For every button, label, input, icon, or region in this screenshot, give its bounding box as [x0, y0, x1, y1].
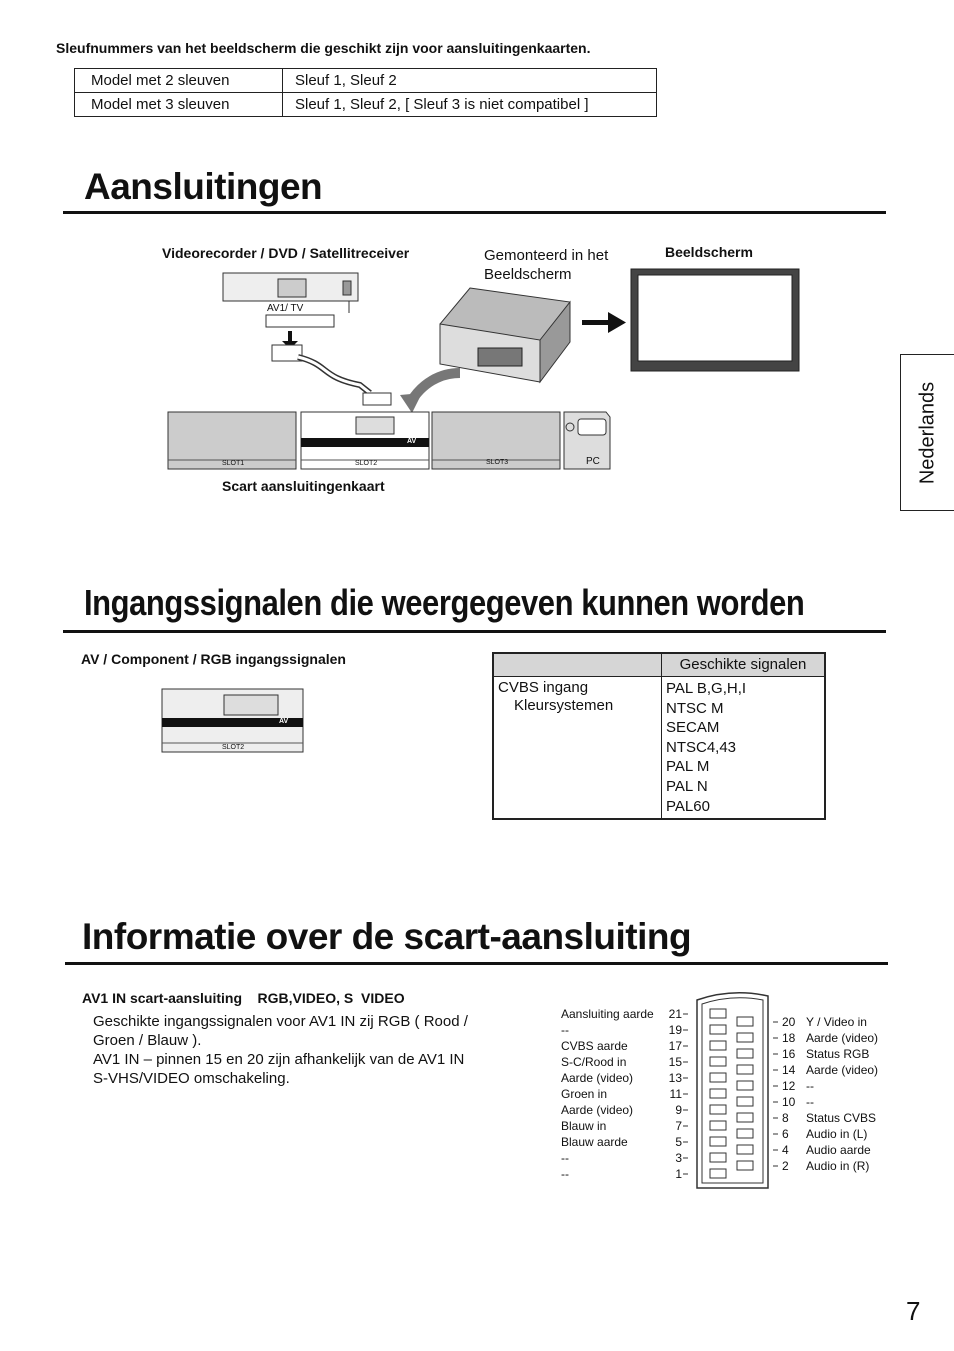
language-tab	[900, 354, 954, 511]
scart-paragraph	[93, 1012, 468, 1088]
scart-subtitle: AV1 IN scart-aansluiting RGB,VIDEO, S VIDEO	[82, 990, 405, 1006]
av-label: AV	[279, 718, 289, 725]
scart-card-caption: Scart aansluitingenkaart	[222, 478, 385, 494]
pin-label: Groen in	[561, 1087, 608, 1101]
paragraph-line: AV1 IN – pinnen 15 en 20 zijn afhankelijk van de AV1 IN	[93, 1051, 465, 1068]
row-label-1: CVBS ingang	[498, 679, 589, 696]
scart-plug-end	[272, 345, 302, 361]
pin-number: 17	[668, 1039, 682, 1053]
scart-connector-diagram	[682, 990, 778, 1194]
pin-number: 4	[782, 1143, 789, 1157]
pin-label: Audio in (L)	[806, 1127, 868, 1141]
pin-number: 9	[675, 1103, 682, 1117]
table-cell: Sleuf 1, Sleuf 2	[283, 69, 657, 93]
pin-label: Aarde (video)	[561, 1071, 634, 1085]
slot-table	[74, 68, 657, 117]
signal-item: SECAM	[666, 719, 720, 737]
pin-number: 14	[782, 1063, 796, 1077]
display-label: Beeldscherm	[665, 244, 753, 260]
intro-text: Sleufnummers van het beeldscherm die geschikt zijn voor aansluitingenkaarten.	[56, 40, 591, 56]
curved-arrow-head-icon	[400, 393, 422, 413]
table-header-empty	[493, 653, 662, 677]
right-pin-labels	[806, 1014, 878, 1174]
signal-item: PAL60	[666, 797, 710, 815]
table-cell: Model met 2 sleuven	[75, 69, 283, 93]
section-rule	[63, 630, 886, 633]
mounted-label-line2: Beeldscherm	[484, 266, 572, 283]
pin-label: S-C/Rood in	[561, 1055, 627, 1069]
section-rule	[63, 211, 886, 214]
pin-number: 5	[675, 1135, 682, 1149]
signal-item: PAL N	[666, 777, 708, 795]
pin-label: CVBS aarde	[561, 1039, 628, 1053]
pin-label: Audio in (R)	[806, 1159, 870, 1173]
paragraph-line: S-VHS/VIDEO omschakeling.	[93, 1070, 290, 1087]
pin-number: 21	[668, 1007, 682, 1021]
section-title-connections: Aansluitingen	[84, 166, 323, 207]
pin-number: 6	[782, 1127, 789, 1141]
pin-label: Y / Video in	[806, 1015, 867, 1029]
signal-table	[492, 652, 826, 820]
table-row	[75, 93, 657, 117]
av-label: AV	[407, 438, 417, 445]
pin-number: 15	[668, 1055, 682, 1069]
signals-subtitle: AV / Component / RGB ingangssignalen	[81, 651, 346, 667]
pin-label: --	[806, 1095, 814, 1109]
table-cell-signals	[662, 677, 826, 820]
signal-item: PAL B,G,H,I	[666, 680, 747, 697]
signal-item: NTSC4,43	[666, 738, 737, 756]
mounted-card-illustration	[430, 278, 580, 388]
slot2-scart-port	[356, 417, 394, 434]
section-title-input-signals: Ingangssignalen die weergegeven kunnen worden	[84, 582, 805, 623]
pin-number: 10	[782, 1095, 796, 1109]
pc-label: PC	[586, 456, 600, 467]
language-tab-label: Nederlands	[916, 381, 939, 484]
display-screen-illustration	[630, 268, 802, 374]
pin-number: 3	[675, 1151, 682, 1165]
left-pin-numbers	[660, 1006, 682, 1182]
pin-number: 1	[675, 1167, 682, 1181]
card-scart-port	[224, 695, 278, 715]
pin-label: Status RGB	[806, 1047, 870, 1061]
slot2-label: SLOT2	[222, 744, 245, 751]
pin-label: Audio aarde	[806, 1143, 871, 1157]
pin-number: 11	[669, 1087, 682, 1101]
table-cell: Model met 3 sleuven	[75, 93, 283, 117]
table-row	[75, 69, 657, 93]
pin-label: --	[561, 1167, 569, 1181]
page-number: 7	[906, 1296, 921, 1326]
vcr-label: Videorecorder / DVD / Satellitreceiver	[162, 245, 410, 261]
pin-number: 8	[782, 1111, 789, 1125]
av1-tv-label: AV1/ TV	[267, 303, 304, 314]
pin-label: Aarde (video)	[806, 1063, 879, 1077]
pin-number: 16	[782, 1047, 796, 1061]
pin-label: --	[806, 1079, 814, 1093]
table-header: Geschikte signalen	[662, 653, 826, 677]
mounted-label-line1: Gemonteerd in het	[484, 247, 609, 264]
pin-number: 18	[782, 1031, 796, 1045]
row-label-2: Kleursystemen	[514, 697, 614, 714]
slot3-label: SLOT3	[486, 459, 509, 466]
right-pin-numbers	[782, 1014, 795, 1174]
card-scart-port	[478, 348, 522, 366]
display-screen	[638, 275, 792, 361]
vga-port-icon	[578, 419, 606, 435]
pin-label: --	[561, 1023, 569, 1037]
pin-number: 7	[675, 1119, 682, 1133]
pin-number: 19	[668, 1023, 682, 1037]
signal-item: PAL M	[666, 758, 710, 776]
pin-label: Aansluiting aarde	[561, 1007, 654, 1021]
table-row	[493, 677, 825, 820]
scart-plug	[266, 315, 334, 327]
slot1-label: SLOT1	[222, 460, 245, 467]
pin-label: Status CVBS	[806, 1111, 877, 1125]
vcr-port	[343, 281, 351, 295]
table-cell: Sleuf 1, Sleuf 2, [ Sleuf 3 is niet compatibel ]	[283, 93, 657, 117]
pin-label: --	[561, 1151, 569, 1165]
slot2-label: SLOT2	[355, 460, 378, 467]
scart-plug-card	[363, 393, 391, 405]
table-header-row	[493, 653, 825, 677]
pin-label: Aarde (video)	[561, 1103, 634, 1117]
paragraph-line: Geschikte ingangssignalen voor AV1 IN zij RGB ( Rood /	[93, 1013, 468, 1030]
section-title-scart-info: Informatie over de scart-aansluiting	[82, 916, 692, 957]
table-cell-label	[493, 677, 662, 820]
arrow-right-icon	[580, 308, 630, 338]
pin-label: Aarde (video)	[806, 1031, 879, 1045]
pin-number: 13	[668, 1071, 682, 1085]
pin-number: 20	[782, 1015, 796, 1029]
left-pin-labels	[561, 1006, 654, 1182]
signal-item: NTSC M	[666, 699, 724, 717]
pin-label: Blauw aarde	[561, 1135, 628, 1149]
pin-number: 12	[782, 1079, 796, 1093]
pin-number: 2	[782, 1159, 789, 1173]
paragraph-line: Groen / Blauw ).	[93, 1032, 202, 1049]
section-rule	[65, 962, 888, 965]
pin-label: Blauw in	[561, 1119, 607, 1133]
connector-outline	[697, 993, 768, 1188]
vcr-scart-port	[278, 279, 306, 297]
